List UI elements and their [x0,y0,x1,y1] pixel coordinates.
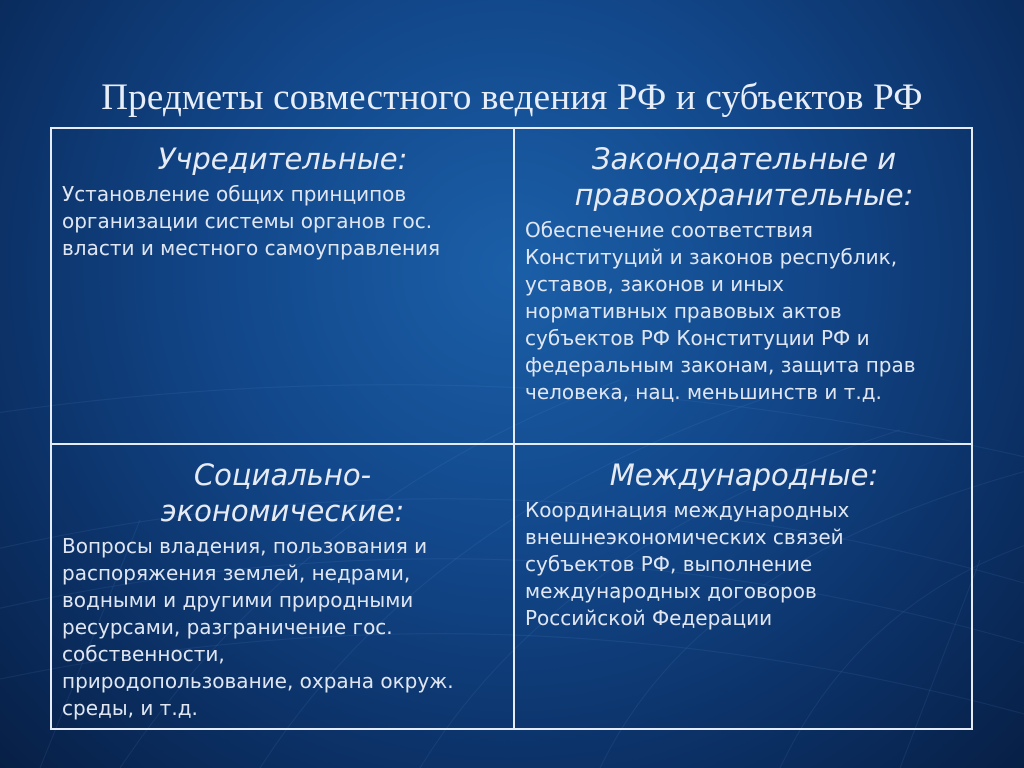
cell-text: Вопросы владения, пользования и распоряжения землей, недрами, водными и другими природными ресурсами, разграничение гос. собственности, природопользование, охрана окруж. среды, и т.д. [62,534,454,720]
cell-heading: Международные: [609,458,879,492]
cell-heading: Законодательные и правоохранительные: [574,142,914,212]
cell-text: Обеспечение соответствия Конституций и законов республик, уставов, законов и иных нормативных правовых актов субъектов РФ Конституции РФ и федеральным законам, защита прав человека, нац. меньшинств и т.д. [525,218,916,404]
slide-title: Предметы совместного ведения РФ и субъектов РФ [101,77,923,118]
cell-heading: Учредительные: [157,142,408,176]
cell-constituent [52,129,513,443]
cell-socio-economic [52,443,513,728]
cell-text: Координация международных внешнеэкономических связей субъектов РФ, выполнение международных договоров Российской Федерации [525,498,850,630]
cell-legislative [513,129,973,443]
cell-text: Установление общих принципов организации системы органов гос. власти и местного самоуправления [62,182,441,260]
subjects-table [50,127,973,730]
cell-heading: Социально- экономические: [160,458,405,528]
cell-international [513,443,973,728]
